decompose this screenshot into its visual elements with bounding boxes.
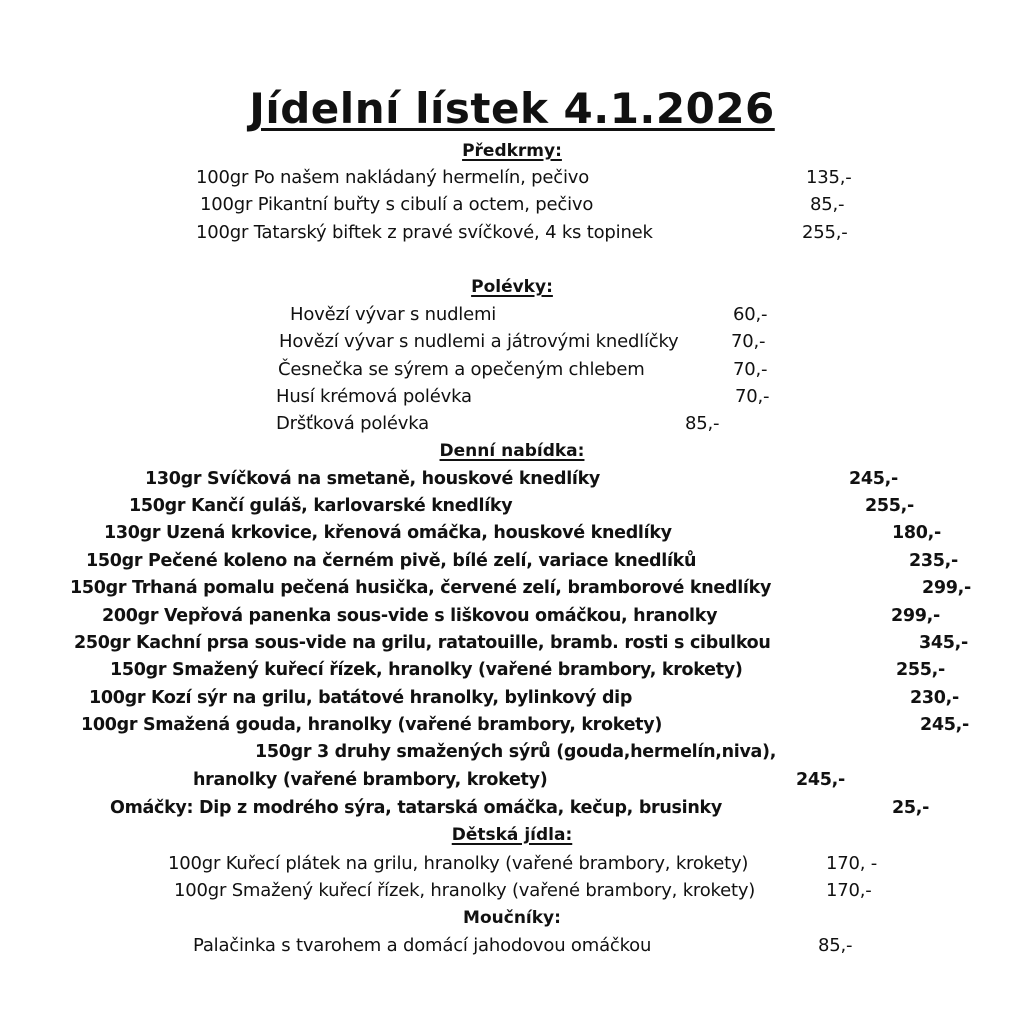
menu-item-price: 60,- <box>733 304 768 325</box>
menu-item-price: 170,- <box>826 880 872 901</box>
menu-item-price: 70,- <box>735 386 770 407</box>
menu-item-price: 255,- <box>865 496 914 516</box>
menu-item-name: 250gr Kachní prsa sous-vide na grilu, ratatouille, bramb. rosti s cibulkou <box>74 633 771 653</box>
section-header-denni: Denní nabídka: <box>439 441 585 461</box>
menu-item-name: Dršťková polévka <box>276 413 429 434</box>
menu-item-price: 299,- <box>922 578 971 598</box>
menu-item-name: 100gr Pikantní buřty s cibulí a octem, pečivo <box>200 194 594 215</box>
menu-item-price: 235,- <box>909 551 958 571</box>
menu-item-name: 130gr Uzená krkovice, křenová omáčka, houskové knedlíky <box>104 523 672 543</box>
section-header-detska: Dětská jídla: <box>451 825 573 845</box>
section-header-predkrmy: Předkrmy: <box>462 141 562 161</box>
menu-item-name: 150gr Smažený kuřecí řízek, hranolky (vařené brambory, krokety) <box>110 660 743 680</box>
menu-item-price: 85,- <box>818 935 853 956</box>
menu-item-price: 70,- <box>733 359 768 380</box>
menu-item-price: 255,- <box>896 660 945 680</box>
menu-item-price: 85,- <box>810 194 845 215</box>
menu-item-price: 230,- <box>910 688 959 708</box>
menu-item-name: 200gr Vepřová panenka sous-vide s liškovou omáčkou, hranolky <box>102 606 718 626</box>
menu-item-name: 150gr Pečené koleno na černém pivě, bílé zelí, variace knedlíků <box>86 551 697 571</box>
menu-item-name: Hovězí vývar s nudlemi <box>290 304 497 325</box>
menu-item-price: 245,- <box>796 770 845 790</box>
menu-item-name: Omáčky: Dip z modrého sýra, tatarská omáčka, kečup, brusinky <box>110 798 722 818</box>
menu-item-price: 299,- <box>891 606 940 626</box>
menu-item-price: 180,- <box>892 523 941 543</box>
menu-item-price: 255,- <box>802 222 848 243</box>
page-title: Jídelní lístek 4.1.2026 <box>249 84 775 133</box>
menu-item-price: 85,- <box>685 413 720 434</box>
menu-item-name: hranolky (vařené brambory, krokety) <box>193 770 548 790</box>
menu-item-name: Česnečka se sýrem a opečeným chlebem <box>278 359 645 380</box>
menu-item-price: 245,- <box>849 469 898 489</box>
menu-item-name: Hovězí vývar s nudlemi a játrovými knedlíčky <box>279 331 679 352</box>
menu-item-name: Palačinka s tvarohem a domácí jahodovou omáčkou <box>193 935 652 956</box>
menu-item-name: 100gr Tatarský biftek z pravé svíčkové, 4 ks topinek <box>196 222 653 243</box>
section-header-mouc: Moučníky: <box>463 908 561 928</box>
menu-item-name: 100gr Smažený kuřecí řízek, hranolky (vařené brambory, krokety) <box>174 880 756 901</box>
menu-item-name: 150gr Kančí guláš, karlovarské knedlíky <box>129 496 513 516</box>
menu-item-price: 345,- <box>919 633 968 653</box>
menu-item-price: 170, - <box>826 853 878 874</box>
menu-item-price: 245,- <box>920 715 969 735</box>
menu-item-price: 135,- <box>806 167 852 188</box>
menu-item-price: 70,- <box>731 331 766 352</box>
menu-item-name: 130gr Svíčková na smetaně, houskové knedlíky <box>145 469 601 489</box>
menu-item-name: 100gr Po našem nakládaný hermelín, pečivo <box>196 167 590 188</box>
menu-item-name: 150gr Trhaná pomalu pečená husička, červené zelí, bramborové knedlíky <box>70 578 772 598</box>
menu-item-price: 25,- <box>892 798 930 818</box>
menu-item-name: 150gr 3 druhy smažených sýrů (gouda,hermelín,niva), <box>255 742 777 762</box>
menu-item-name: 100gr Smažená gouda, hranolky (vařené brambory, krokety) <box>81 715 663 735</box>
menu-item-name: Husí krémová polévka <box>276 386 472 407</box>
menu-item-name: 100gr Kuřecí plátek na grilu, hranolky (vařené brambory, krokety) <box>168 853 749 874</box>
section-header-polevky: Polévky: <box>471 277 553 297</box>
menu-item-name: 100gr Kozí sýr na grilu, batátové hranolky, bylinkový dip <box>89 688 633 708</box>
